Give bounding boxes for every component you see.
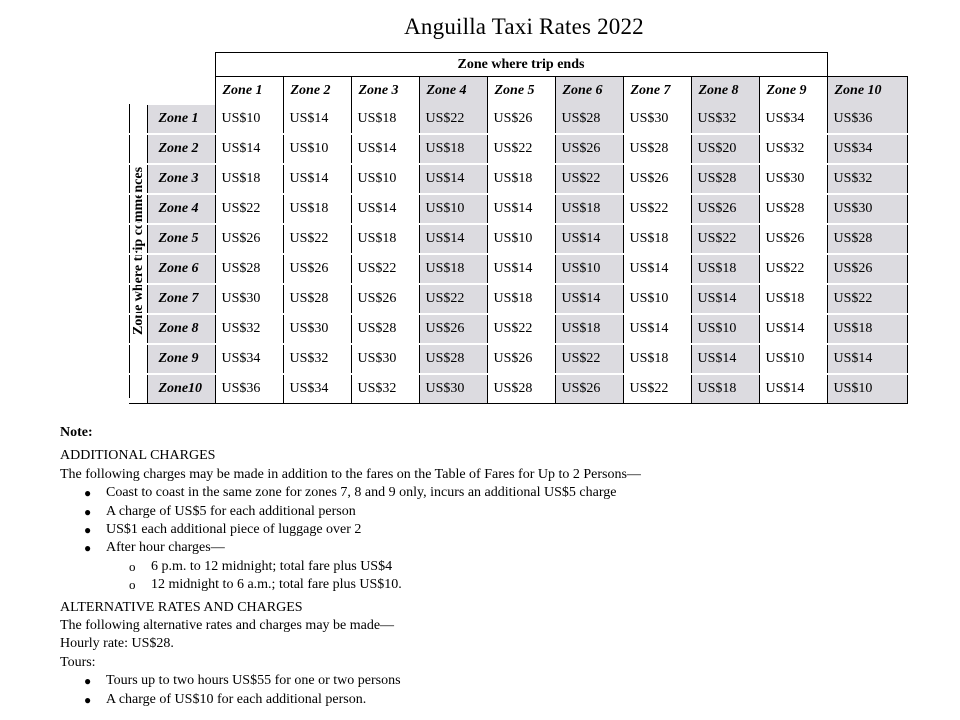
rate-cell: US$28: [351, 314, 419, 344]
row-header: Zone 6: [147, 254, 215, 284]
table-row: [129, 254, 907, 284]
rate-cell: US$30: [215, 284, 283, 314]
rate-cell: US$22: [623, 374, 691, 404]
notes-section: [60, 424, 920, 709]
rate-cell: US$28: [419, 344, 487, 374]
rate-cell: US$30: [419, 374, 487, 404]
row-header: Zone 8: [147, 314, 215, 344]
rate-cell: US$34: [827, 134, 907, 164]
rate-cell: US$14: [487, 194, 555, 224]
row-group-header-text: Zone where trip commences: [131, 166, 146, 336]
rate-cell: US$22: [351, 254, 419, 284]
table-row: [129, 344, 907, 374]
column-header: Zone 3: [351, 77, 419, 106]
rate-cell: US$22: [215, 194, 283, 224]
rate-cell: US$10: [351, 164, 419, 194]
rate-cell: US$26: [419, 314, 487, 344]
rate-cell: US$14: [555, 224, 623, 254]
table-row: [129, 164, 907, 194]
rate-cell: US$10: [215, 105, 283, 134]
rate-cell: US$14: [283, 164, 351, 194]
row-header: Zone 5: [147, 224, 215, 254]
rate-cell: US$22: [691, 224, 759, 254]
rate-cell: US$32: [827, 164, 907, 194]
rate-cell: US$10: [691, 314, 759, 344]
rate-cell: US$18: [623, 224, 691, 254]
column-header: Zone 1: [215, 77, 283, 106]
rate-cell: US$28: [555, 105, 623, 134]
rate-cell: US$18: [691, 374, 759, 404]
document-title: Anguilla Taxi Rates 2022: [404, 14, 644, 39]
rate-cell: US$26: [623, 164, 691, 194]
row-header: Zone 4: [147, 194, 215, 224]
rate-cell: US$18: [487, 284, 555, 314]
rate-cell: US$22: [419, 105, 487, 134]
bullet-icon: ●: [84, 674, 92, 689]
list-item: ● A charge of US$10 for each additional person.: [106, 691, 920, 709]
list-item: ● A charge of US$5 for each additional person: [106, 503, 920, 521]
additional-charges-list: [60, 484, 920, 594]
column-header: Zone 9: [759, 77, 827, 106]
rate-cell: US$30: [351, 344, 419, 374]
list-item: o 12 midnight to 6 a.m.; total fare plus US$10.: [151, 576, 920, 594]
rate-cell: US$26: [215, 224, 283, 254]
column-group-header: Zone where trip ends: [215, 53, 827, 77]
tours-list: [60, 672, 920, 709]
rate-cell: US$28: [827, 224, 907, 254]
table-row: [129, 194, 907, 224]
rate-cell: US$14: [555, 284, 623, 314]
rate-cell: US$18: [215, 164, 283, 194]
row-header: Zone10: [147, 374, 215, 404]
rate-cell: US$18: [351, 105, 419, 134]
table-row: [129, 314, 907, 344]
bullet-icon: ●: [84, 523, 92, 538]
rate-cell: US$22: [759, 254, 827, 284]
rate-cell: US$14: [351, 134, 419, 164]
rate-cell: US$32: [283, 344, 351, 374]
table-row: [129, 374, 907, 404]
rate-cell: US$26: [759, 224, 827, 254]
rate-cell: US$14: [419, 224, 487, 254]
column-header: Zone 6: [555, 77, 623, 106]
alternative-rates-intro: The following alternative rates and charges may be made—: [60, 618, 395, 634]
rate-cell: US$36: [827, 105, 907, 134]
rate-cell: US$18: [419, 254, 487, 284]
rate-cell: US$14: [759, 314, 827, 344]
rate-cell: US$18: [759, 284, 827, 314]
rate-cell: US$32: [215, 314, 283, 344]
row-header: Zone 2: [147, 134, 215, 164]
rate-cell: US$14: [623, 254, 691, 284]
rate-cell: US$18: [419, 134, 487, 164]
rate-cell: US$14: [419, 164, 487, 194]
list-item: ● After hour charges— o 6 p.m. to 12 midnight; total fare plus US$4 o 12 midnight to 6 a.m.; total fare plus US$10.: [106, 539, 920, 594]
rate-cell: US$22: [623, 194, 691, 224]
rate-cell: US$14: [691, 344, 759, 374]
rate-cell: US$20: [691, 134, 759, 164]
tours-label: Tours:: [60, 654, 96, 670]
rate-cell: US$14: [215, 134, 283, 164]
circle-bullet-icon: o: [129, 577, 136, 593]
rate-cell: US$10: [827, 374, 907, 404]
rate-cell: US$22: [283, 224, 351, 254]
rate-cell: US$34: [283, 374, 351, 404]
rate-cell: US$26: [827, 254, 907, 284]
row-header: Zone 9: [147, 344, 215, 374]
rate-cell: US$22: [419, 284, 487, 314]
rate-cell: US$14: [691, 284, 759, 314]
column-header: Zone 10: [827, 77, 907, 106]
rate-cell: US$28: [759, 194, 827, 224]
row-header: Zone 1: [147, 105, 215, 134]
table-row: [129, 105, 907, 134]
rate-cell: US$14: [759, 374, 827, 404]
rate-cell: US$18: [555, 314, 623, 344]
list-item: ● US$1 each additional piece of luggage over 2: [106, 521, 920, 539]
rate-cell: US$26: [487, 105, 555, 134]
bullet-icon: ●: [84, 541, 92, 556]
rate-cell: US$36: [215, 374, 283, 404]
column-header: Zone 5: [487, 77, 555, 106]
rate-cell: US$14: [827, 344, 907, 374]
rate-cell: US$32: [351, 374, 419, 404]
rate-cell: US$10: [419, 194, 487, 224]
rate-cell: US$18: [555, 194, 623, 224]
rate-cell: US$22: [487, 314, 555, 344]
rate-cell: US$26: [555, 134, 623, 164]
column-header: Zone 8: [691, 77, 759, 106]
taxi-rates-table: [129, 52, 908, 404]
alternative-rates-title: ALTERNATIVE RATES AND CHARGES: [60, 599, 303, 615]
column-header: Zone 7: [623, 77, 691, 106]
rate-cell: US$26: [351, 284, 419, 314]
list-item: o 6 p.m. to 12 midnight; total fare plus US$4: [151, 558, 920, 576]
rate-cell: US$10: [555, 254, 623, 284]
rate-cell: US$18: [691, 254, 759, 284]
table-row: [129, 224, 907, 254]
note-heading: Note:: [60, 425, 93, 440]
bullet-icon: ●: [84, 692, 92, 707]
rate-cell: US$18: [283, 194, 351, 224]
rate-cell: US$18: [351, 224, 419, 254]
list-item: ● Tours up to two hours US$55 for one or two persons: [106, 672, 920, 690]
rate-cell: US$10: [623, 284, 691, 314]
rate-cell: US$26: [555, 374, 623, 404]
rate-cell: US$32: [759, 134, 827, 164]
row-header: Zone 7: [147, 284, 215, 314]
rate-cell: US$22: [827, 284, 907, 314]
rate-cell: US$26: [691, 194, 759, 224]
rate-cell: US$32: [691, 105, 759, 134]
list-item: ● Coast to coast in the same zone for zones 7, 8 and 9 only, incurs an additional US$5 charge: [106, 484, 920, 502]
circle-bullet-icon: o: [129, 558, 136, 574]
row-header: Zone 3: [147, 164, 215, 194]
rate-cell: US$14: [351, 194, 419, 224]
rate-cell: US$22: [487, 134, 555, 164]
rate-cell: US$10: [487, 224, 555, 254]
rate-cell: US$14: [487, 254, 555, 284]
rate-cell: US$30: [759, 164, 827, 194]
rate-cell: US$28: [691, 164, 759, 194]
additional-charges-title: ADDITIONAL CHARGES: [60, 448, 216, 464]
table-row: [129, 134, 907, 164]
rate-cell: US$22: [555, 164, 623, 194]
rate-cell: US$18: [623, 344, 691, 374]
rate-cell: US$34: [759, 105, 827, 134]
rate-cell: US$28: [487, 374, 555, 404]
hourly-rate: Hourly rate: US$28.: [60, 636, 174, 652]
rate-cell: US$30: [827, 194, 907, 224]
rate-cell: US$28: [623, 134, 691, 164]
rate-cell: US$10: [283, 134, 351, 164]
rate-cell: US$10: [759, 344, 827, 374]
rate-cell: US$14: [623, 314, 691, 344]
rate-cell: US$26: [487, 344, 555, 374]
bullet-icon: ●: [84, 504, 92, 519]
rate-cell: US$28: [215, 254, 283, 284]
rate-cell: US$14: [283, 105, 351, 134]
rate-cell: US$22: [555, 344, 623, 374]
after-hour-list: [106, 558, 920, 595]
rate-cell: US$26: [283, 254, 351, 284]
rate-cell: US$18: [487, 164, 555, 194]
rate-cell: US$30: [623, 105, 691, 134]
additional-charges-intro: The following charges may be made in addition to the fares on the Table of Fares for Up to 2 Persons—: [60, 466, 641, 482]
bullet-icon: ●: [84, 486, 92, 501]
table-row: [129, 284, 907, 314]
column-header: Zone 2: [283, 77, 351, 106]
rate-cell: US$28: [283, 284, 351, 314]
rate-cell: US$18: [827, 314, 907, 344]
rate-cell: US$30: [283, 314, 351, 344]
column-header: Zone 4: [419, 77, 487, 106]
rate-cell: US$34: [215, 344, 283, 374]
